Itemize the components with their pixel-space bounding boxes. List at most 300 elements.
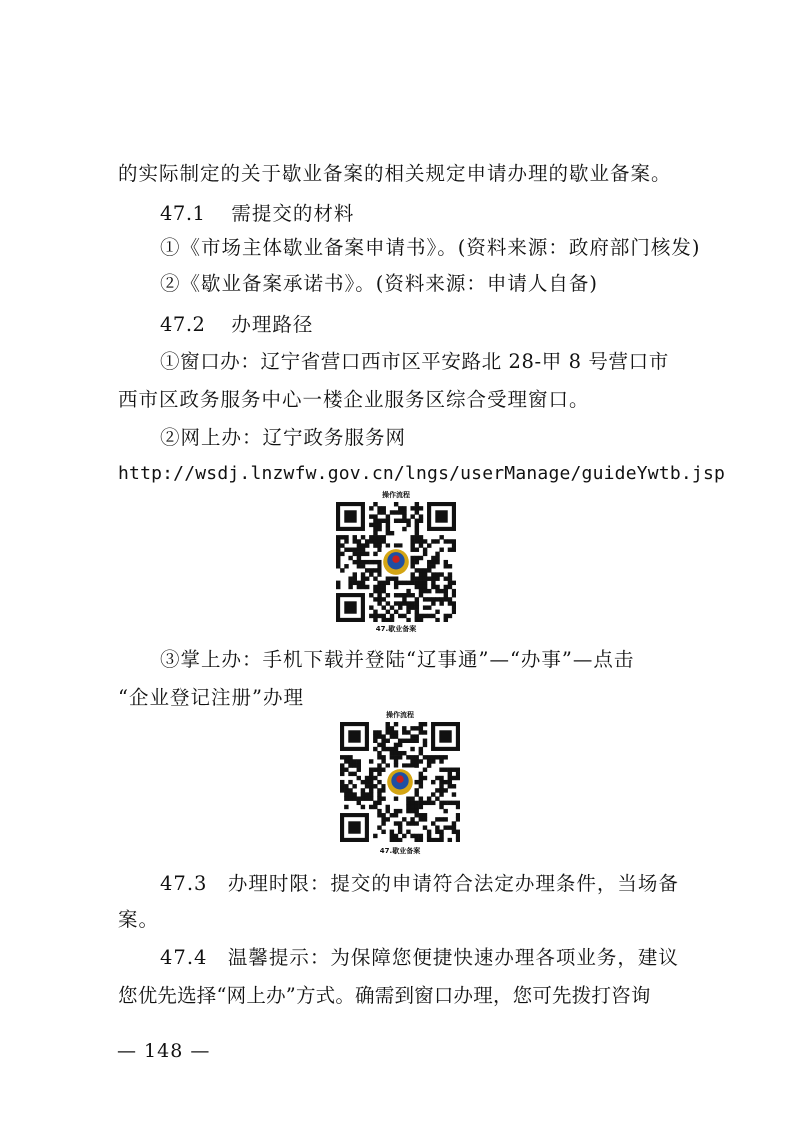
qr-module (377, 535, 381, 539)
qr-module (419, 572, 423, 576)
qr-module (423, 755, 427, 759)
qr-module (361, 792, 365, 796)
qr-module (456, 834, 460, 838)
qr-module (394, 593, 398, 597)
qr-module (443, 788, 447, 792)
qr-module (381, 743, 385, 747)
qr-module (402, 510, 406, 514)
qr-module (456, 776, 460, 780)
qr-module (369, 805, 373, 809)
qr-module (435, 796, 439, 800)
qr-module (381, 817, 385, 821)
qr-module (431, 576, 435, 580)
qr-module (427, 796, 431, 800)
qr-module (361, 564, 365, 568)
qr-module (386, 610, 390, 614)
qr-module (439, 792, 443, 796)
qr-module (423, 585, 427, 589)
qr-module (435, 825, 439, 829)
qr-module (415, 527, 419, 531)
qr-module (423, 605, 427, 609)
qr-module (439, 805, 443, 809)
section-47-4-line-2: 您优先选择“网上办”方式。确需到窗口办理，您可先拨打咨询 (118, 984, 651, 1007)
qr-finder-pattern (427, 502, 456, 531)
qr-module (414, 801, 418, 805)
qr-module (353, 572, 357, 576)
qr-module (398, 614, 402, 618)
qr-module (439, 601, 443, 605)
qr-module (431, 780, 435, 784)
window-handling-line-1: ①窗口办：辽宁省营口西市区平安路北 28-甲 8 号营口市 (160, 350, 669, 373)
qr-module (410, 801, 414, 805)
qr-module (386, 730, 390, 734)
qr-module (344, 768, 348, 772)
qr-module (419, 834, 423, 838)
qr-module (439, 817, 443, 821)
qr-module (452, 543, 456, 547)
qr-module (394, 763, 398, 767)
qr-module (410, 514, 414, 518)
qr-module (352, 763, 356, 767)
qr-module (377, 572, 381, 576)
qr-module (410, 763, 414, 767)
qr-module (402, 614, 406, 618)
qr-module (452, 825, 456, 829)
qr-module (423, 825, 427, 829)
qr-module (398, 755, 402, 759)
qr-module (431, 759, 435, 763)
qr-module (431, 585, 435, 589)
qr-module (361, 581, 365, 585)
qr-module (373, 514, 377, 518)
qr-module (390, 510, 394, 514)
qr-module (373, 784, 377, 788)
qr-module (373, 730, 377, 734)
qr-module (415, 539, 419, 543)
qr-module (439, 830, 443, 834)
qr-module (444, 539, 448, 543)
qr-module (423, 576, 427, 580)
qr-module (377, 614, 381, 618)
qr-module (377, 543, 381, 547)
qr-module (423, 589, 427, 593)
qr-module (431, 792, 435, 796)
qr-module (365, 784, 369, 788)
qr-module (444, 593, 448, 597)
qr-module (394, 813, 398, 817)
qr-module (373, 502, 377, 506)
qr-module (452, 548, 456, 552)
qr-module (336, 548, 340, 552)
qr-module (357, 552, 361, 556)
qr-module (344, 539, 348, 543)
qr-module (415, 560, 419, 564)
qr-module (443, 825, 447, 829)
qr-module (439, 784, 443, 788)
qr-module (382, 605, 386, 609)
qr-module (377, 792, 381, 796)
qr-module (373, 585, 377, 589)
qr-module (353, 576, 357, 580)
qr-module (419, 519, 423, 523)
qr-module (406, 801, 410, 805)
qr-module (431, 601, 435, 605)
qr-module (373, 543, 377, 547)
qr-module (373, 747, 377, 751)
qr-module (357, 560, 361, 564)
qr-module (382, 589, 386, 593)
qr-module (406, 618, 410, 622)
qr-module (419, 535, 423, 539)
qr-module (410, 560, 414, 564)
qr-module (398, 510, 402, 514)
qr-module (352, 772, 356, 776)
qr-module (410, 817, 414, 821)
qr-module (419, 730, 423, 734)
qr-module (348, 772, 352, 776)
qr-module (377, 593, 381, 597)
qr-module (381, 739, 385, 743)
qr-module (381, 813, 385, 817)
qr-module (443, 780, 447, 784)
qr-module (365, 585, 369, 589)
qr-module (427, 564, 431, 568)
paragraph-continuation: 的实际制定的关于歇业备案的相关规定申请办理的歇业备案。 (118, 162, 672, 185)
qr-module (381, 796, 385, 800)
qr-module (423, 768, 427, 772)
qr-module (410, 747, 414, 751)
qr-module (382, 510, 386, 514)
qr-module (377, 568, 381, 572)
qr-module (394, 734, 398, 738)
qr-module (373, 523, 377, 527)
qr-module (439, 589, 443, 593)
qr-module (415, 601, 419, 605)
qr-module (340, 772, 344, 776)
qr-module (419, 589, 423, 593)
qr-module (373, 776, 377, 780)
qr-module (348, 548, 352, 552)
qr-module (452, 610, 456, 614)
qr-module (390, 726, 394, 730)
qr-module (435, 776, 439, 780)
qr-code-1 (326, 492, 466, 632)
qr-module (410, 796, 414, 800)
qr-module (419, 593, 423, 597)
qr-module (386, 809, 390, 813)
qr-module (377, 510, 381, 514)
qr-module (386, 543, 390, 547)
qr-module (348, 556, 352, 560)
qr-module (348, 796, 352, 800)
qr-module (439, 838, 443, 842)
qr-module (344, 535, 348, 539)
qr-module (419, 543, 423, 547)
qr-module (443, 817, 447, 821)
qr-module (344, 805, 348, 809)
qr-module (415, 519, 419, 523)
qr-module (452, 605, 456, 609)
qr-module (431, 755, 435, 759)
qr-module (357, 539, 361, 543)
qr-module (419, 805, 423, 809)
qr-module (381, 768, 385, 772)
qr-module (377, 560, 381, 564)
qr-module (365, 560, 369, 564)
qr-module (448, 548, 452, 552)
qr-module (381, 747, 385, 751)
qr-module (357, 796, 361, 800)
qr-module (353, 535, 357, 539)
qr-module (373, 576, 377, 580)
qr-module (423, 739, 427, 743)
qr-module (443, 768, 447, 772)
qr-module (394, 502, 398, 506)
qr-module (386, 527, 390, 531)
qr-module (398, 825, 402, 829)
qr-module (377, 755, 381, 759)
qr-module (443, 809, 447, 813)
qr-module (406, 763, 410, 767)
qr-module (410, 556, 414, 560)
qr-module (340, 568, 344, 572)
qr-module (448, 576, 452, 580)
qr-module (381, 788, 385, 792)
qr-module (423, 581, 427, 585)
online-handling: ②网上办：辽宁政务服务网 (160, 426, 407, 449)
window-handling-line-2: 西市区政务服务中心一楼企业服务区综合受理窗口。 (118, 388, 590, 411)
qr-module (353, 552, 357, 556)
qr-module (439, 535, 443, 539)
qr-module (427, 568, 431, 572)
qr-module (435, 610, 439, 614)
qr-module (348, 581, 352, 585)
qr-module (365, 568, 369, 572)
qr-module (448, 780, 452, 784)
qr-module (448, 768, 452, 772)
qr-module (386, 593, 390, 597)
qr-module (415, 605, 419, 609)
qr-module (435, 572, 439, 576)
section-47-4-line-1: 47.4 温馨提示：为保障您便捷快速办理各项业务，建议 (160, 946, 679, 969)
qr-module (377, 523, 381, 527)
qr-module (439, 759, 443, 763)
qr-module (386, 726, 390, 730)
qr-module (410, 543, 414, 547)
qr-module (365, 539, 369, 543)
qr-module (423, 743, 427, 747)
qr-module (431, 597, 435, 601)
qr-module (394, 834, 398, 838)
mobile-handling-line-1: ③掌上办：手机下载并登陆“辽事通”—“办事”—点击 (160, 648, 635, 671)
qr-module (448, 801, 452, 805)
qr-module (406, 809, 410, 813)
qr-module (373, 610, 377, 614)
qr-module (394, 543, 398, 547)
qr-module (361, 535, 365, 539)
qr-module (394, 755, 398, 759)
qr-module (390, 614, 394, 618)
qr-module (394, 796, 398, 800)
qr-module (394, 576, 398, 580)
qr-module (394, 585, 398, 589)
qr-module (423, 776, 427, 780)
qr-module (398, 506, 402, 510)
qr-module (410, 539, 414, 543)
qr-module (336, 552, 340, 556)
qr-module (361, 796, 365, 800)
qr-module (414, 809, 418, 813)
qr-module (419, 539, 423, 543)
qr-module (377, 527, 381, 531)
qr-module (456, 813, 460, 817)
qr-module (427, 614, 431, 618)
qr-module (390, 730, 394, 734)
qr-module (369, 605, 373, 609)
qr-module (406, 730, 410, 734)
qr-module (448, 581, 452, 585)
qr-module (394, 510, 398, 514)
qr-module (402, 506, 406, 510)
qr-module (361, 585, 365, 589)
qr-module (427, 560, 431, 564)
qr-module (427, 759, 431, 763)
qr-module (452, 581, 456, 585)
qr-module (435, 560, 439, 564)
qr-module (394, 809, 398, 813)
qr-module (419, 722, 423, 726)
qr-module (456, 830, 460, 834)
qr-module (377, 796, 381, 800)
qr-module (377, 601, 381, 605)
qr-module (340, 755, 344, 759)
qr-module (423, 813, 427, 817)
qr-module (398, 519, 402, 523)
qr-module (390, 576, 394, 580)
qr-module (386, 531, 390, 535)
qr-module (382, 585, 386, 589)
qr-module (415, 581, 419, 585)
qr-caption-bottom: 47.歇业备案 (379, 847, 421, 855)
qr-module (410, 506, 414, 510)
qr-module (443, 801, 447, 805)
qr-module (410, 601, 414, 605)
qr-module (452, 601, 456, 605)
qr-module (369, 572, 373, 576)
qr-module (414, 755, 418, 759)
qr-module (365, 776, 369, 780)
qr-module (398, 543, 402, 547)
qr-module (369, 568, 373, 572)
qr-module (419, 568, 423, 572)
qr-module (410, 548, 414, 552)
qr-module (427, 834, 431, 838)
qr-module (353, 548, 357, 552)
qr-module (406, 593, 410, 597)
qr-module (369, 514, 373, 518)
qr-module (386, 601, 390, 605)
qr-module (377, 519, 381, 523)
qr-module (410, 821, 414, 825)
qr-module (427, 838, 431, 842)
qr-module (344, 796, 348, 800)
qr-module (414, 763, 418, 767)
qr-module (390, 751, 394, 755)
qr-module (382, 519, 386, 523)
qr-module (357, 543, 361, 547)
qr-module (427, 755, 431, 759)
qr-module (415, 568, 419, 572)
qr-module (448, 585, 452, 589)
qr-module (444, 618, 448, 622)
qr-module (402, 726, 406, 730)
qr-module (435, 576, 439, 580)
qr-module (410, 805, 414, 809)
section-title: 办理路径 (231, 313, 314, 336)
qr-module (390, 813, 394, 817)
qr-module (344, 784, 348, 788)
police-emblem-icon (386, 768, 415, 797)
qr-module (336, 564, 340, 568)
qr-module (410, 535, 414, 539)
qr-module (373, 801, 377, 805)
qr-module (419, 772, 423, 776)
section-47-3-line-1: 47.3 办理时限：提交的申请符合法定办理条件，当场备 (160, 872, 679, 895)
qr-module (423, 572, 427, 576)
qr-module (414, 726, 418, 730)
qr-module (386, 722, 390, 726)
qr-module (336, 560, 340, 564)
qr-module (382, 614, 386, 618)
qr-module (377, 763, 381, 767)
qr-module (448, 838, 452, 842)
qr-module (402, 751, 406, 755)
qr-module (377, 809, 381, 813)
qr-module (348, 755, 352, 759)
qr-module (431, 801, 435, 805)
qr-module (402, 817, 406, 821)
qr-module (427, 597, 431, 601)
qr-module (340, 788, 344, 792)
qr-module (398, 751, 402, 755)
qr-module (336, 535, 340, 539)
qr-caption-bottom: 47.歇业备案 (375, 625, 417, 633)
qr-module (456, 772, 460, 776)
qr-module (406, 605, 410, 609)
qr-module (373, 552, 377, 556)
qr-module (369, 593, 373, 597)
qr-module (398, 743, 402, 747)
qr-module (444, 597, 448, 601)
qr-module (369, 796, 373, 800)
qr-module (369, 535, 373, 539)
qr-module (348, 585, 352, 589)
qr-module (419, 784, 423, 788)
qr-module (427, 576, 431, 580)
qr-module (373, 739, 377, 743)
qr-module (390, 830, 394, 834)
qr-module (357, 548, 361, 552)
qr-finder-pattern (336, 502, 365, 531)
police-emblem-icon (382, 548, 411, 577)
qr-module (452, 784, 456, 788)
qr-module (419, 747, 423, 751)
qr-module (394, 838, 398, 842)
qr-module (382, 506, 386, 510)
qr-module (390, 618, 394, 622)
qr-module (419, 817, 423, 821)
qr-module (386, 763, 390, 767)
